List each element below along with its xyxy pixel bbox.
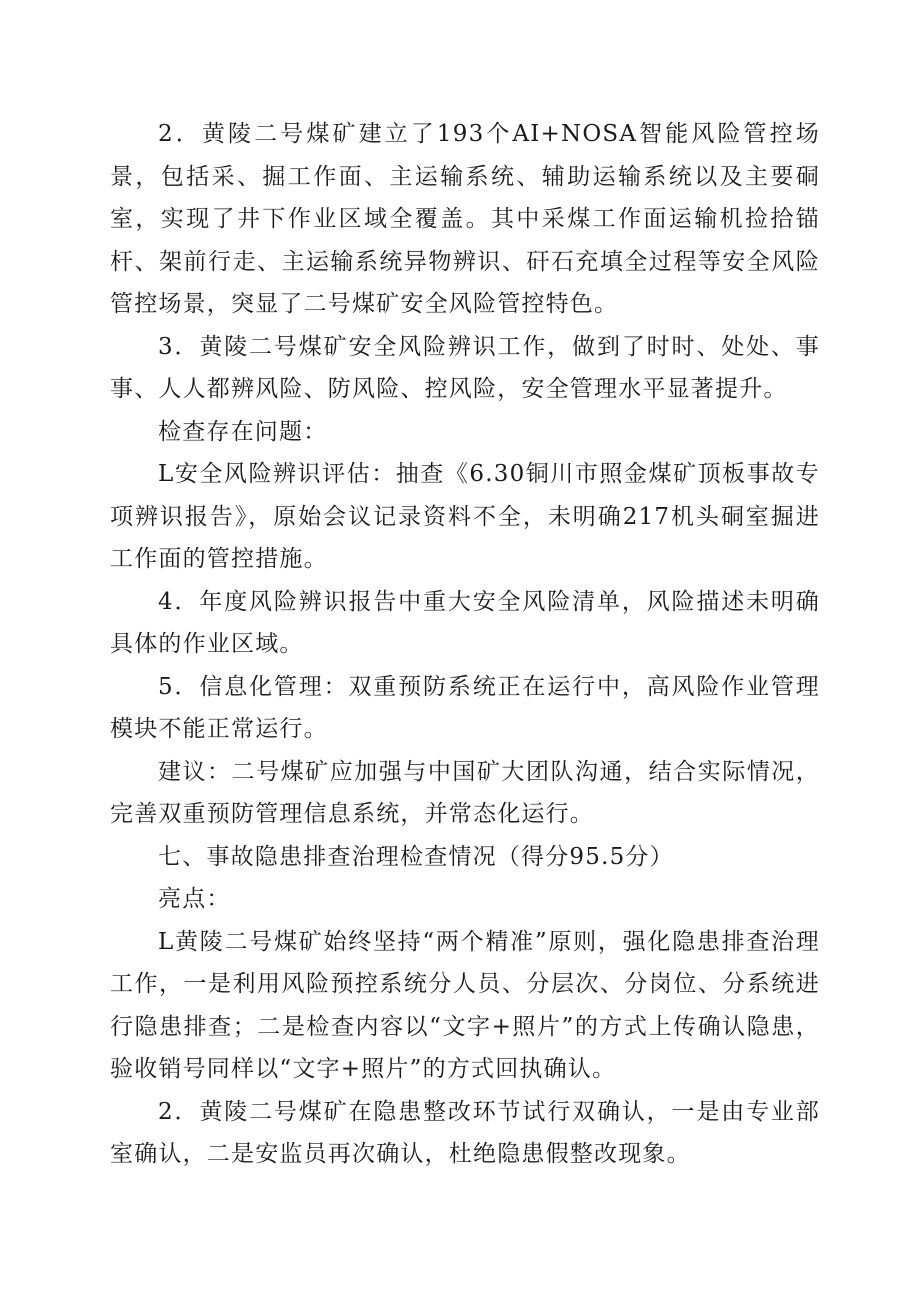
paragraph-highlight-1-two-precision: L黄陵二号煤矿始终坚持“两个精准”原则，强化隐患排查治理工作，一是利用风险预控系统分人员、分层次、分岗位、分系统进行隐患排查；二是检查内容以“文字+照片”的方式上传确认隐患，验收销号同样以“文字+照片”的方式回执确认。 (110, 928, 820, 1082)
paragraph-problem-1-assessment: L安全风险辨识评估：抽查《6.30铜川市照金煤矿顶板事故专项辨识报告》，原始会议记录资料不全，未明确217机头硐室掘进工作面的管控措施。 (110, 461, 820, 572)
paragraph-problem-4-annual-report: 4．年度风险辨识报告中重大安全风险清单，风险描述未明确具体的作业区域。 (110, 588, 820, 657)
section-heading-hazard-inspection: 七、事故隐患排查治理检查情况（得分95.5分） (158, 843, 674, 870)
paragraph-item-3-risk-identification: 3．黄陵二号煤矿安全风险辨识工作，做到了时时、处处、事事、人人都辨风险、防风险、控风险，安全管理水平显著提升。 (110, 333, 820, 402)
paragraph-suggestion: 建议：二号煤矿应加强与中国矿大团队沟通，结合实际情况，完善双重预防管理信息系统，并常态化运行。 (110, 758, 820, 827)
section-heading-highlights: 亮点： (158, 886, 231, 912)
section-heading-problems: 检查存在问题： (158, 418, 328, 445)
paragraph-problem-5-informatization: 5．信息化管理：双重预防系统正在运行中，高风险作业管理模块不能正常运行。 (110, 673, 820, 742)
paragraph-highlight-2-double-confirmation: 2．黄陵二号煤矿在隐患整改环节试行双确认，一是由专业部室确认，二是安监员再次确认，杜绝隐患假整改现象。 (110, 1098, 820, 1167)
paragraph-item-2-ai-nosa: 2．黄陵二号煤矿建立了193个AI+NOSA智能风险管控场景，包括采、掘工作面、主运输系统、辅助运输系统以及主要硐室，实现了井下作业区域全覆盖。其中采煤工作面运输机捡拾锚杆、架前行走、主运输系统异物辨识、矸石充填全过程等安全风险管控场景，突显了二号煤矿安全风险管控特色。 (110, 121, 820, 317)
